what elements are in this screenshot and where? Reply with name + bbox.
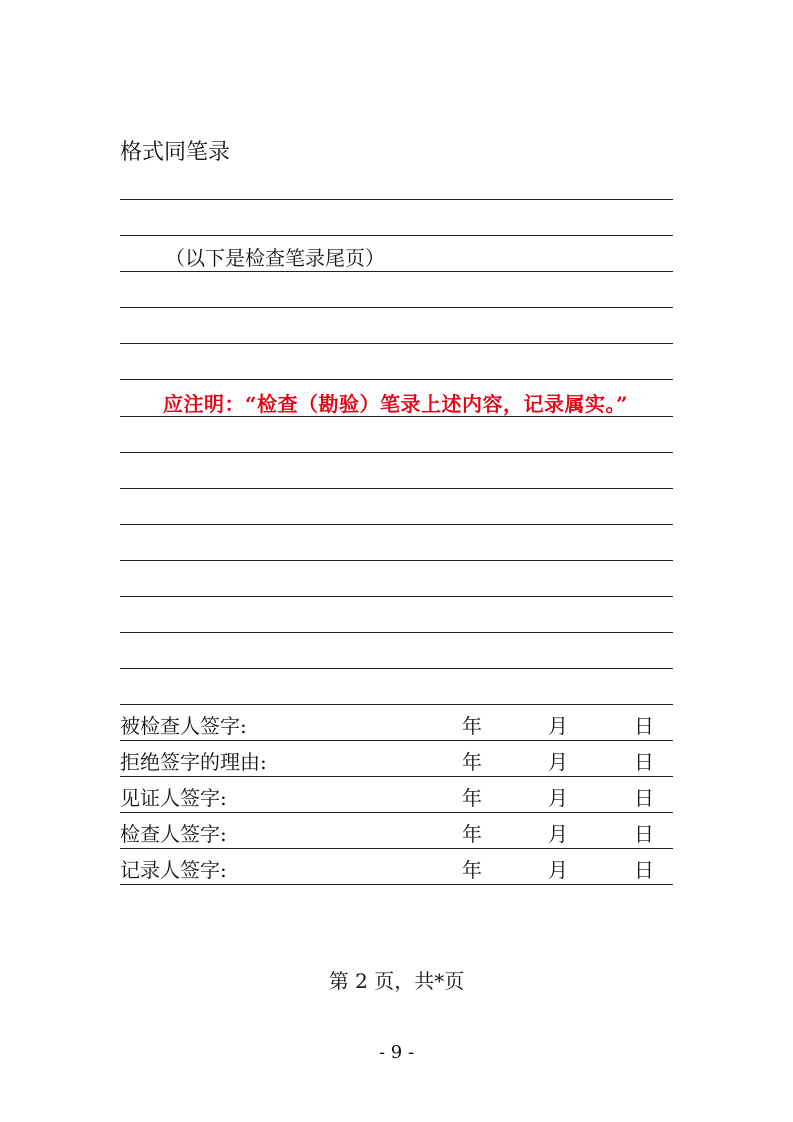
signature-row-refusal-reason [120, 746, 673, 777]
date-day-label: 日 [634, 822, 654, 846]
date-day-label: 日 [634, 858, 654, 882]
record-line-15 [120, 704, 673, 705]
signature-label: 记录人签字: [120, 858, 227, 882]
signature-row-recorder [120, 854, 673, 885]
record-line-14 [120, 668, 673, 669]
record-line-7 [120, 416, 673, 417]
record-line-5 [120, 343, 673, 344]
record-line-2 [120, 235, 673, 236]
date-month-label: 月 [548, 858, 568, 882]
record-line-1 [120, 199, 673, 200]
record-line-11 [120, 560, 673, 561]
record-line-10 [120, 524, 673, 525]
record-line-4 [120, 307, 673, 308]
signature-label: 检查人签字: [120, 822, 227, 846]
signature-row-witness [120, 782, 673, 813]
date-day-label: 日 [634, 750, 654, 774]
date-year-label: 年 [462, 714, 482, 738]
date-day-label: 日 [634, 786, 654, 810]
date-month-label: 月 [548, 786, 568, 810]
date-day-label: 日 [634, 714, 654, 738]
record-line-6 [120, 379, 673, 380]
signature-row-inspector [120, 818, 673, 849]
record-line-3 [120, 271, 673, 272]
date-year-label: 年 [462, 822, 482, 846]
record-line-13 [120, 632, 673, 633]
record-line-8 [120, 452, 673, 453]
date-year-label: 年 [462, 786, 482, 810]
signature-row-inspected-party [120, 710, 673, 741]
page-count: 第 2 页，共*页 [328, 969, 465, 993]
required-statement: 应注明：“检查（勘验）笔录上述内容，记录属实。” [163, 392, 629, 416]
signature-label: 拒绝签字的理由: [120, 750, 267, 774]
record-line-12 [120, 596, 673, 597]
date-month-label: 月 [548, 822, 568, 846]
page-number: - 9 - [378, 1042, 415, 1063]
signature-label: 被检查人签字: [120, 714, 247, 738]
page-heading: 格式同笔录 [120, 140, 231, 165]
record-line-9 [120, 488, 673, 489]
date-year-label: 年 [462, 750, 482, 774]
signature-label: 见证人签字: [120, 786, 227, 810]
date-month-label: 月 [548, 750, 568, 774]
date-month-label: 月 [548, 714, 568, 738]
date-year-label: 年 [462, 858, 482, 882]
tail-page-note: （以下是检查笔录尾页） [165, 246, 385, 270]
